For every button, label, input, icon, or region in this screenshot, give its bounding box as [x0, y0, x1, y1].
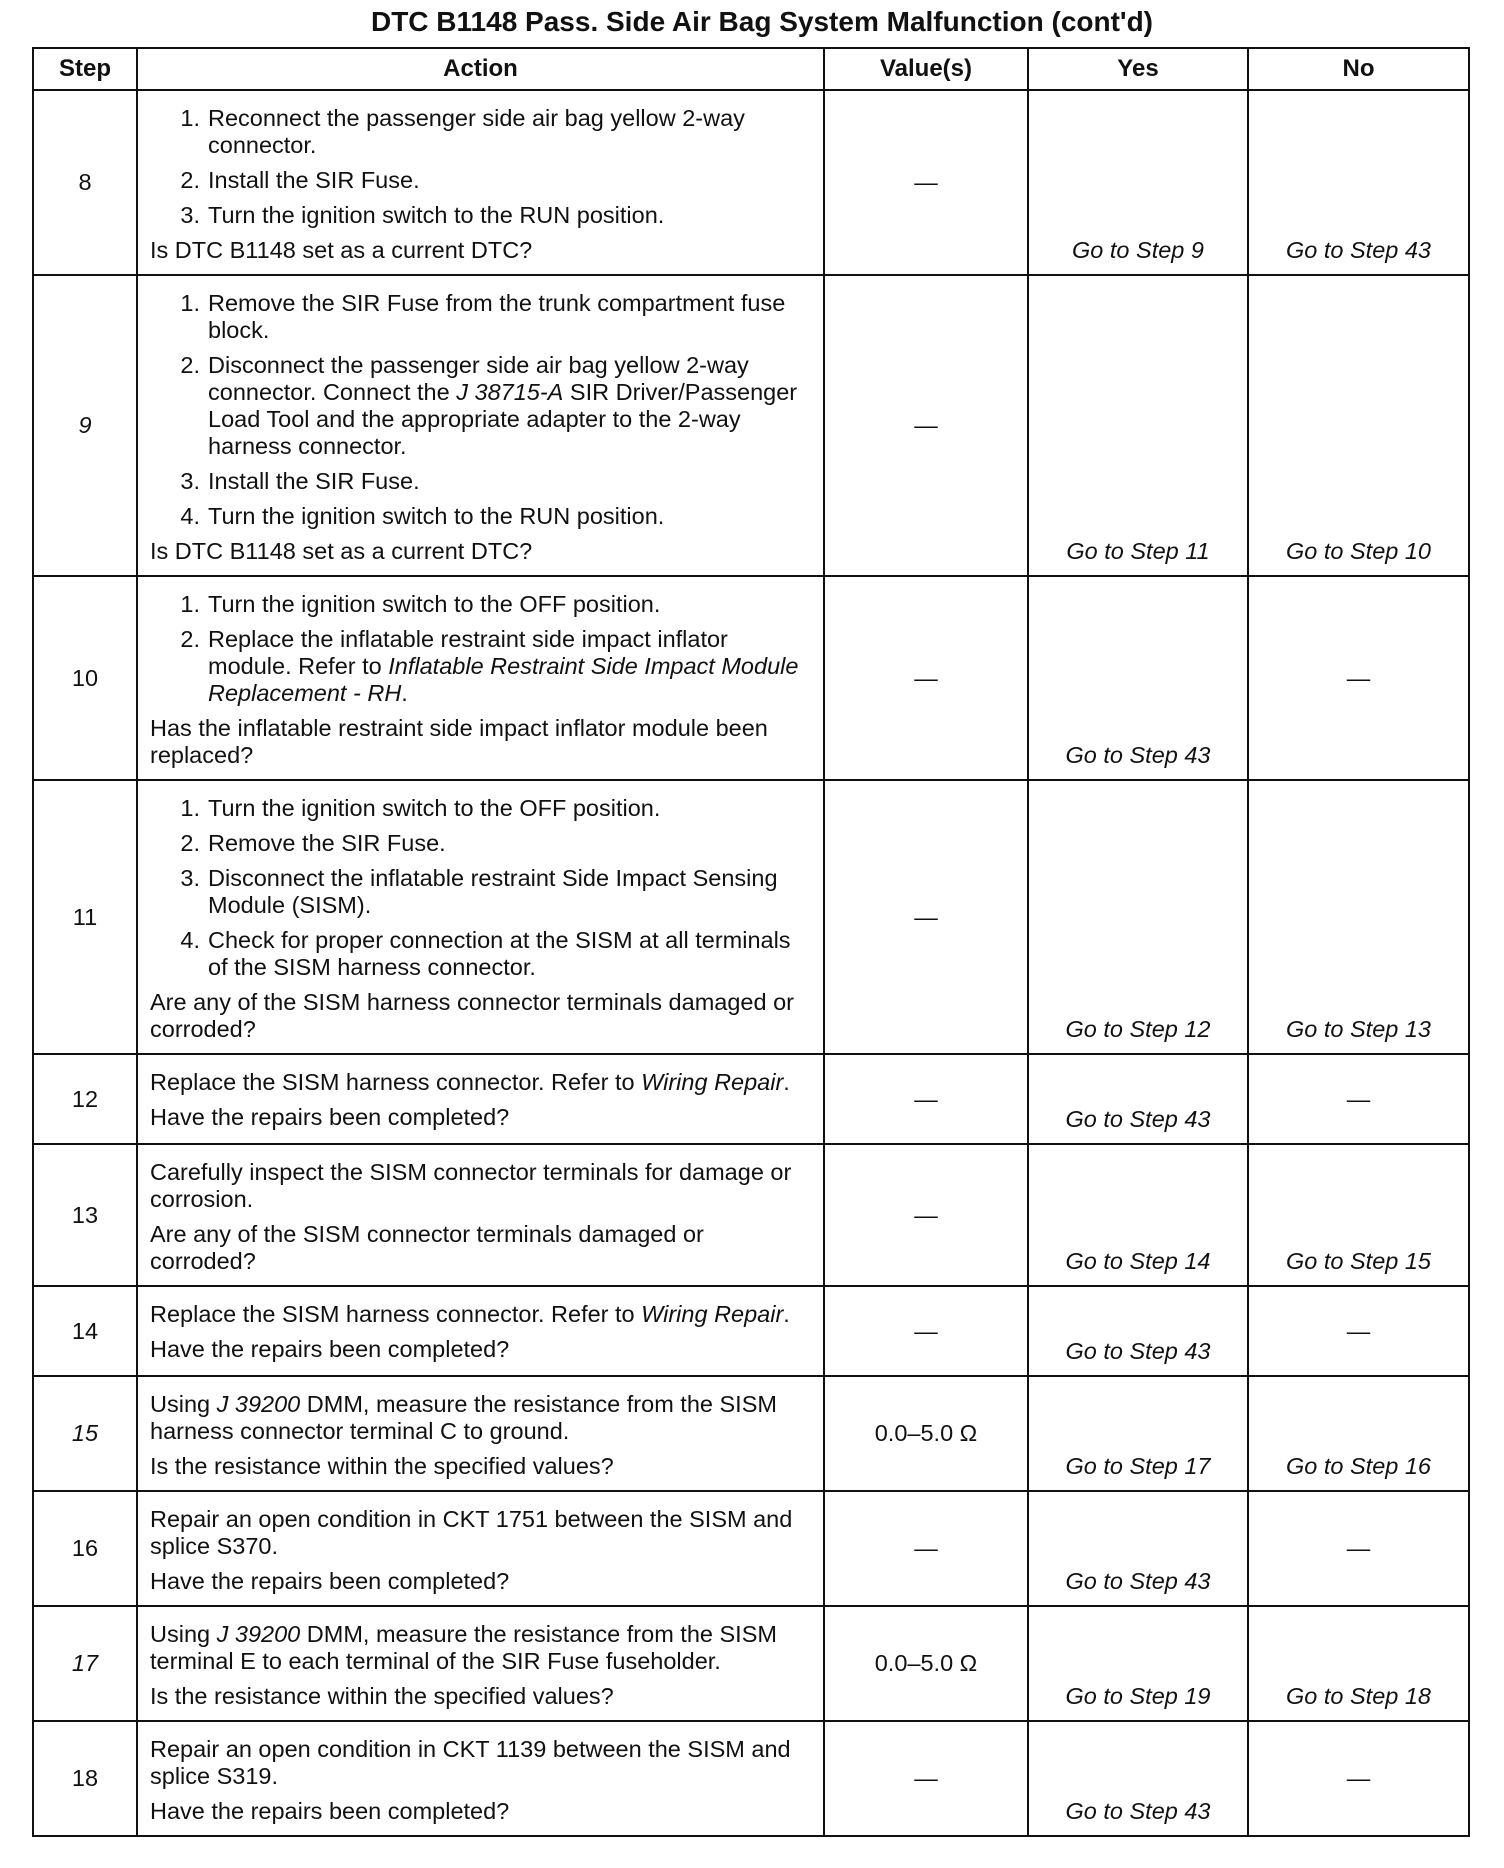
action-step-item: Turn the ignition switch to the RUN position. [208, 503, 665, 529]
action-instruction: Using J 39200 DMM, measure the resistance from the SISM terminal E to each terminal of the SIR Fuse fuseholder. [150, 1621, 777, 1674]
action-question: Is the resistance within the specified values? [150, 1453, 614, 1479]
value-cell: — [824, 576, 1028, 780]
action-cell [137, 275, 824, 576]
action-cell [137, 1054, 824, 1144]
header-step: Step [33, 48, 137, 90]
no-cell: — [1248, 576, 1469, 780]
page-title: DTC B1148 Pass. Side Air Bag System Malfunction (cont'd) [370, 6, 1154, 37]
yes-cell: Go to Step 19 [1028, 1606, 1248, 1721]
table-row [33, 1721, 1469, 1836]
action-steps-list [150, 105, 813, 229]
value-cell: — [824, 1144, 1028, 1286]
table-row [33, 780, 1469, 1054]
step-number-cell: 13 [33, 1144, 137, 1286]
step-number-cell: 17 [33, 1606, 137, 1721]
table-row [33, 1606, 1469, 1721]
action-step-item: Install the SIR Fuse. [208, 468, 420, 494]
table-row [33, 1286, 1469, 1376]
action-cell [137, 90, 824, 275]
action-question: Are any of the SISM harness connector terminals damaged or corroded? [150, 989, 794, 1042]
table-row [33, 1376, 1469, 1491]
yes-cell: Go to Step 43 [1028, 1054, 1248, 1144]
header-values: Value(s) [824, 48, 1028, 90]
action-question: Has the inflatable restraint side impact inflator module been replaced? [150, 715, 768, 768]
no-cell: — [1248, 1054, 1469, 1144]
table-header-row [33, 48, 1469, 90]
yes-cell: Go to Step 17 [1028, 1376, 1248, 1491]
action-step-item: Turn the ignition switch to the RUN position. [208, 202, 665, 228]
action-content [138, 781, 823, 1053]
action-content [138, 1145, 823, 1285]
action-question: Have the repairs been completed? [150, 1104, 510, 1130]
yes-cell: Go to Step 43 [1028, 1491, 1248, 1606]
no-cell: — [1248, 1286, 1469, 1376]
action-content [138, 577, 823, 779]
yes-cell: Go to Step 43 [1028, 1286, 1248, 1376]
action-step-item: Replace the inflatable restraint side impact inflator module. Refer to Inflatable Restraint Side Impact Module Replacement - RH. [208, 626, 799, 706]
step-number-cell: 10 [33, 576, 137, 780]
no-cell: Go to Step 15 [1248, 1144, 1469, 1286]
action-question: Are any of the SISM connector terminals damaged or corroded? [150, 1221, 704, 1274]
yes-cell: Go to Step 43 [1028, 576, 1248, 780]
step-number-cell: 11 [33, 780, 137, 1054]
no-cell: Go to Step 18 [1248, 1606, 1469, 1721]
header-yes: Yes [1028, 48, 1248, 90]
table-row [33, 576, 1469, 780]
action-cell [137, 576, 824, 780]
action-cell [137, 1286, 824, 1376]
action-cell [137, 1144, 824, 1286]
action-step-item: Install the SIR Fuse. [208, 167, 420, 193]
action-instruction: Replace the SISM harness connector. Refer to Wiring Repair. [150, 1069, 790, 1095]
action-cell [137, 1606, 824, 1721]
table-body [33, 90, 1469, 1836]
yes-cell: Go to Step 9 [1028, 90, 1248, 275]
action-cell [137, 780, 824, 1054]
header-no: No [1248, 48, 1469, 90]
action-question: Is DTC B1148 set as a current DTC? [150, 237, 533, 263]
value-cell: — [824, 1286, 1028, 1376]
step-number-cell: 8 [33, 90, 137, 275]
action-steps-list [150, 290, 813, 530]
action-instruction: Repair an open condition in CKT 1139 between the SISM and splice S319. [150, 1736, 791, 1789]
value-cell: — [824, 275, 1028, 576]
action-question: Have the repairs been completed? [150, 1798, 510, 1824]
action-content [138, 1722, 823, 1835]
action-instruction: Using J 39200 DMM, measure the resistance from the SISM harness connector terminal C to ground. [150, 1391, 777, 1444]
action-content [138, 91, 823, 274]
action-content [138, 1377, 823, 1490]
step-number-cell: 15 [33, 1376, 137, 1491]
value-cell: — [824, 1491, 1028, 1606]
action-step-item: Remove the SIR Fuse from the trunk compartment fuse block. [208, 290, 786, 343]
action-instruction: Replace the SISM harness connector. Refer to Wiring Repair. [150, 1301, 790, 1327]
action-cell [137, 1376, 824, 1491]
action-question: Have the repairs been completed? [150, 1336, 510, 1362]
value-cell: — [824, 780, 1028, 1054]
value-cell: 0.0–5.0 Ω [824, 1376, 1028, 1491]
no-cell: — [1248, 1721, 1469, 1836]
value-cell: — [824, 1721, 1028, 1836]
action-steps-list [150, 591, 813, 707]
no-cell: Go to Step 43 [1248, 90, 1469, 275]
table-row [33, 1491, 1469, 1606]
no-cell: Go to Step 10 [1248, 275, 1469, 576]
action-step-item: Disconnect the inflatable restraint Side Impact Sensing Module (SISM). [208, 865, 778, 918]
step-number-cell: 14 [33, 1286, 137, 1376]
yes-cell: Go to Step 14 [1028, 1144, 1248, 1286]
no-cell: Go to Step 16 [1248, 1376, 1469, 1491]
step-number-cell: 12 [33, 1054, 137, 1144]
action-content [138, 1607, 823, 1720]
action-content [138, 1287, 823, 1373]
table-row [33, 1144, 1469, 1286]
action-step-item: Remove the SIR Fuse. [208, 830, 446, 856]
action-cell [137, 1491, 824, 1606]
no-cell: — [1248, 1491, 1469, 1606]
step-number-cell: 16 [33, 1491, 137, 1606]
action-question: Is DTC B1148 set as a current DTC? [150, 538, 533, 564]
table-row [33, 90, 1469, 275]
action-step-item: Turn the ignition switch to the OFF position. [208, 591, 661, 617]
step-number-cell: 18 [33, 1721, 137, 1836]
diagnostic-table [32, 47, 1470, 1837]
value-cell: — [824, 90, 1028, 275]
table-row [33, 1054, 1469, 1144]
action-step-item: Check for proper connection at the SISM at all terminals of the SISM harness connector. [208, 927, 791, 980]
no-cell: Go to Step 13 [1248, 780, 1469, 1054]
action-content [138, 1055, 823, 1141]
step-number-cell: 9 [33, 275, 137, 576]
action-instruction: Repair an open condition in CKT 1751 between the SISM and splice S370. [150, 1506, 793, 1559]
action-instruction: Carefully inspect the SISM connector terminals for damage or corrosion. [150, 1159, 792, 1212]
action-step-item: Turn the ignition switch to the OFF position. [208, 795, 661, 821]
yes-cell: Go to Step 43 [1028, 1721, 1248, 1836]
value-cell: 0.0–5.0 Ω [824, 1606, 1028, 1721]
header-action: Action [137, 48, 824, 90]
action-cell [137, 1721, 824, 1836]
action-step-item: Reconnect the passenger side air bag yellow 2-way connector. [208, 105, 745, 158]
action-content [138, 1492, 823, 1605]
action-content [138, 276, 823, 575]
action-steps-list [150, 795, 813, 981]
action-step-item: Disconnect the passenger side air bag yellow 2-way connector. Connect the J 38715-A SIR Driver/Passenger Load Tool and the appropriate adapter to the 2-way harness connector. [208, 352, 798, 459]
table-row [33, 275, 1469, 576]
action-question: Is the resistance within the specified values? [150, 1683, 614, 1709]
value-cell: — [824, 1054, 1028, 1144]
yes-cell: Go to Step 12 [1028, 780, 1248, 1054]
yes-cell: Go to Step 11 [1028, 275, 1248, 576]
action-question: Have the repairs been completed? [150, 1568, 510, 1594]
